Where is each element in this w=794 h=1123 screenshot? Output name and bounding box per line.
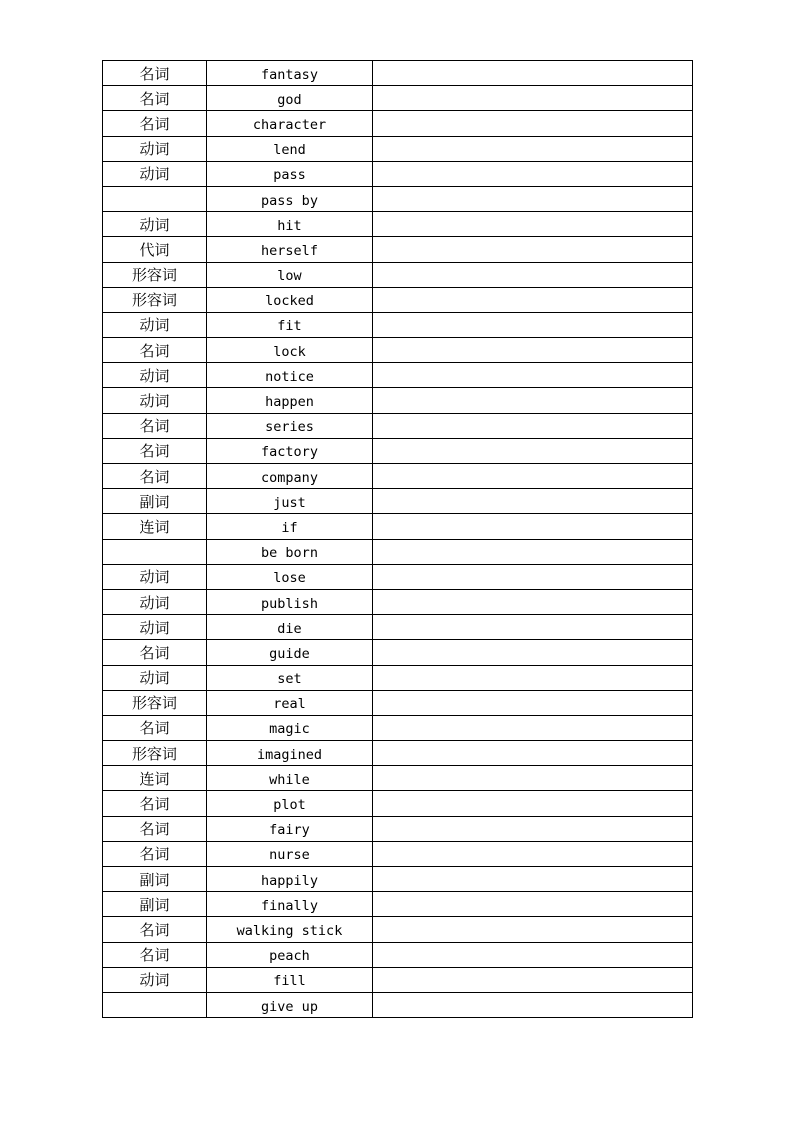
table-row bbox=[103, 791, 693, 816]
word-cell: magic bbox=[207, 715, 373, 740]
table-row bbox=[103, 363, 693, 388]
meaning-answer-cell[interactable] bbox=[373, 564, 693, 589]
table-row bbox=[103, 262, 693, 287]
meaning-answer-cell[interactable] bbox=[373, 111, 693, 136]
part-of-speech-cell: 连词 bbox=[103, 766, 207, 791]
table-row bbox=[103, 237, 693, 262]
table-row bbox=[103, 967, 693, 992]
part-of-speech-cell bbox=[103, 992, 207, 1017]
word-cell: series bbox=[207, 413, 373, 438]
part-of-speech-cell: 代词 bbox=[103, 237, 207, 262]
part-of-speech-cell: 动词 bbox=[103, 665, 207, 690]
part-of-speech-cell: 副词 bbox=[103, 867, 207, 892]
table-row bbox=[103, 917, 693, 942]
meaning-answer-cell[interactable] bbox=[373, 892, 693, 917]
table-row bbox=[103, 766, 693, 791]
word-cell: imagined bbox=[207, 741, 373, 766]
part-of-speech-cell: 名词 bbox=[103, 61, 207, 86]
part-of-speech-cell: 连词 bbox=[103, 514, 207, 539]
part-of-speech-cell: 副词 bbox=[103, 489, 207, 514]
meaning-answer-cell[interactable] bbox=[373, 161, 693, 186]
table-row bbox=[103, 136, 693, 161]
meaning-answer-cell[interactable] bbox=[373, 212, 693, 237]
part-of-speech-cell: 形容词 bbox=[103, 741, 207, 766]
word-cell: factory bbox=[207, 438, 373, 463]
word-cell: happen bbox=[207, 388, 373, 413]
meaning-answer-cell[interactable] bbox=[373, 413, 693, 438]
word-cell: plot bbox=[207, 791, 373, 816]
part-of-speech-cell: 名词 bbox=[103, 464, 207, 489]
meaning-answer-cell[interactable] bbox=[373, 942, 693, 967]
part-of-speech-cell: 名词 bbox=[103, 715, 207, 740]
table-row bbox=[103, 338, 693, 363]
table-row bbox=[103, 438, 693, 463]
part-of-speech-cell: 副词 bbox=[103, 892, 207, 917]
part-of-speech-cell: 名词 bbox=[103, 438, 207, 463]
meaning-answer-cell[interactable] bbox=[373, 741, 693, 766]
table-row bbox=[103, 892, 693, 917]
part-of-speech-cell: 动词 bbox=[103, 388, 207, 413]
word-cell: nurse bbox=[207, 841, 373, 866]
table-row bbox=[103, 61, 693, 86]
part-of-speech-cell: 名词 bbox=[103, 86, 207, 111]
word-cell: lend bbox=[207, 136, 373, 161]
table-row bbox=[103, 287, 693, 312]
part-of-speech-cell: 名词 bbox=[103, 640, 207, 665]
part-of-speech-cell: 形容词 bbox=[103, 690, 207, 715]
part-of-speech-cell: 动词 bbox=[103, 615, 207, 640]
meaning-answer-cell[interactable] bbox=[373, 539, 693, 564]
part-of-speech-cell: 名词 bbox=[103, 816, 207, 841]
word-cell: just bbox=[207, 489, 373, 514]
vocabulary-table bbox=[102, 60, 693, 1018]
table-row bbox=[103, 489, 693, 514]
meaning-answer-cell[interactable] bbox=[373, 715, 693, 740]
meaning-answer-cell[interactable] bbox=[373, 615, 693, 640]
word-cell: locked bbox=[207, 287, 373, 312]
meaning-answer-cell[interactable] bbox=[373, 312, 693, 337]
meaning-answer-cell[interactable] bbox=[373, 136, 693, 161]
part-of-speech-cell: 动词 bbox=[103, 212, 207, 237]
word-cell: fairy bbox=[207, 816, 373, 841]
word-cell: character bbox=[207, 111, 373, 136]
word-cell: low bbox=[207, 262, 373, 287]
table-row bbox=[103, 413, 693, 438]
table-row bbox=[103, 539, 693, 564]
word-cell: real bbox=[207, 690, 373, 715]
meaning-answer-cell[interactable] bbox=[373, 388, 693, 413]
meaning-answer-cell[interactable] bbox=[373, 992, 693, 1017]
meaning-answer-cell[interactable] bbox=[373, 86, 693, 111]
table-row bbox=[103, 690, 693, 715]
word-cell: happily bbox=[207, 867, 373, 892]
part-of-speech-cell: 名词 bbox=[103, 917, 207, 942]
table-row bbox=[103, 992, 693, 1017]
word-cell: god bbox=[207, 86, 373, 111]
part-of-speech-cell: 动词 bbox=[103, 589, 207, 614]
part-of-speech-cell: 动词 bbox=[103, 312, 207, 337]
meaning-answer-cell[interactable] bbox=[373, 237, 693, 262]
table-row bbox=[103, 514, 693, 539]
word-cell: peach bbox=[207, 942, 373, 967]
meaning-answer-cell[interactable] bbox=[373, 464, 693, 489]
part-of-speech-cell: 动词 bbox=[103, 161, 207, 186]
word-cell: finally bbox=[207, 892, 373, 917]
part-of-speech-cell bbox=[103, 539, 207, 564]
table-row bbox=[103, 464, 693, 489]
meaning-answer-cell[interactable] bbox=[373, 262, 693, 287]
word-cell: fit bbox=[207, 312, 373, 337]
word-cell: fill bbox=[207, 967, 373, 992]
table-row bbox=[103, 186, 693, 211]
meaning-answer-cell[interactable] bbox=[373, 841, 693, 866]
meaning-answer-cell[interactable] bbox=[373, 640, 693, 665]
table-row bbox=[103, 388, 693, 413]
table-row bbox=[103, 741, 693, 766]
word-cell: walking stick bbox=[207, 917, 373, 942]
table-row bbox=[103, 665, 693, 690]
meaning-answer-cell[interactable] bbox=[373, 186, 693, 211]
meaning-answer-cell[interactable] bbox=[373, 967, 693, 992]
word-cell: guide bbox=[207, 640, 373, 665]
part-of-speech-cell: 名词 bbox=[103, 413, 207, 438]
table-row bbox=[103, 86, 693, 111]
meaning-answer-cell[interactable] bbox=[373, 917, 693, 942]
word-cell: herself bbox=[207, 237, 373, 262]
meaning-answer-cell[interactable] bbox=[373, 438, 693, 463]
word-cell: pass by bbox=[207, 186, 373, 211]
part-of-speech-cell: 动词 bbox=[103, 363, 207, 388]
table-row bbox=[103, 564, 693, 589]
meaning-answer-cell[interactable] bbox=[373, 514, 693, 539]
table-row bbox=[103, 212, 693, 237]
meaning-answer-cell[interactable] bbox=[373, 665, 693, 690]
word-cell: fantasy bbox=[207, 61, 373, 86]
part-of-speech-cell: 名词 bbox=[103, 338, 207, 363]
table-row bbox=[103, 816, 693, 841]
part-of-speech-cell: 名词 bbox=[103, 841, 207, 866]
table-row bbox=[103, 640, 693, 665]
meaning-answer-cell[interactable] bbox=[373, 363, 693, 388]
part-of-speech-cell: 名词 bbox=[103, 942, 207, 967]
word-cell: set bbox=[207, 665, 373, 690]
vocabulary-table-body bbox=[103, 61, 693, 1018]
meaning-answer-cell[interactable] bbox=[373, 61, 693, 86]
word-cell: if bbox=[207, 514, 373, 539]
meaning-answer-cell[interactable] bbox=[373, 867, 693, 892]
word-cell: lock bbox=[207, 338, 373, 363]
part-of-speech-cell: 动词 bbox=[103, 564, 207, 589]
word-cell: pass bbox=[207, 161, 373, 186]
meaning-answer-cell[interactable] bbox=[373, 791, 693, 816]
word-cell: be born bbox=[207, 539, 373, 564]
part-of-speech-cell: 动词 bbox=[103, 967, 207, 992]
word-cell: hit bbox=[207, 212, 373, 237]
part-of-speech-cell: 形容词 bbox=[103, 287, 207, 312]
word-cell: lose bbox=[207, 564, 373, 589]
word-cell: company bbox=[207, 464, 373, 489]
word-cell: publish bbox=[207, 589, 373, 614]
word-cell: give up bbox=[207, 992, 373, 1017]
word-cell: die bbox=[207, 615, 373, 640]
table-row bbox=[103, 715, 693, 740]
table-row bbox=[103, 867, 693, 892]
word-cell: while bbox=[207, 766, 373, 791]
table-row bbox=[103, 111, 693, 136]
meaning-answer-cell[interactable] bbox=[373, 690, 693, 715]
table-row bbox=[103, 942, 693, 967]
part-of-speech-cell: 动词 bbox=[103, 136, 207, 161]
meaning-answer-cell[interactable] bbox=[373, 287, 693, 312]
meaning-answer-cell[interactable] bbox=[373, 338, 693, 363]
table-row bbox=[103, 161, 693, 186]
part-of-speech-cell bbox=[103, 186, 207, 211]
table-row bbox=[103, 615, 693, 640]
word-cell: notice bbox=[207, 363, 373, 388]
part-of-speech-cell: 形容词 bbox=[103, 262, 207, 287]
meaning-answer-cell[interactable] bbox=[373, 489, 693, 514]
meaning-answer-cell[interactable] bbox=[373, 766, 693, 791]
meaning-answer-cell[interactable] bbox=[373, 589, 693, 614]
table-row bbox=[103, 312, 693, 337]
table-row bbox=[103, 589, 693, 614]
part-of-speech-cell: 名词 bbox=[103, 111, 207, 136]
meaning-answer-cell[interactable] bbox=[373, 816, 693, 841]
table-row bbox=[103, 841, 693, 866]
part-of-speech-cell: 名词 bbox=[103, 791, 207, 816]
